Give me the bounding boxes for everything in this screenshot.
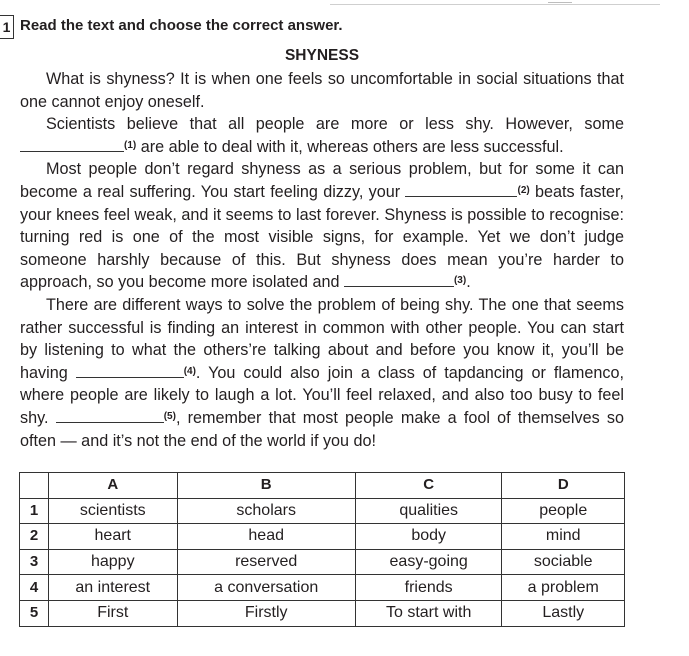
header-b: B — [177, 473, 355, 499]
gap-5-number: (5) — [163, 410, 176, 422]
row-number: 2 — [20, 524, 49, 550]
top-mark — [548, 2, 572, 3]
text-title: SHYNESS — [284, 47, 360, 64]
paragraph-2 — [20, 113, 624, 158]
option-cell[interactable]: scholars — [177, 498, 355, 524]
option-cell[interactable]: sociable — [502, 549, 625, 575]
option-cell[interactable]: qualities — [355, 498, 502, 524]
table-row — [20, 498, 625, 524]
gap-3-blank — [344, 286, 454, 287]
top-rule — [330, 4, 660, 5]
table-row — [20, 600, 625, 626]
table-row — [20, 575, 625, 601]
option-cell[interactable]: Lastly — [502, 600, 625, 626]
row-number: 3 — [20, 549, 49, 575]
gap-2-blank — [405, 196, 517, 197]
table-row — [20, 549, 625, 575]
option-cell[interactable]: mind — [502, 524, 625, 550]
option-cell[interactable]: scientists — [49, 498, 178, 524]
header-a: A — [49, 473, 178, 499]
option-cell[interactable]: head — [177, 524, 355, 550]
gap-1-number: (1) — [124, 139, 137, 151]
gap-4-number: (4) — [183, 365, 196, 377]
paragraph-2-text-b: are able to deal with it, whereas others are less successful. — [140, 137, 564, 156]
option-cell[interactable]: happy — [49, 549, 178, 575]
option-cell[interactable]: heart — [49, 524, 178, 550]
paragraph-3-text-b: beats faster, your knees feel weak, and it seems to last forever. Shyness is possible to recognise: turning red is one of the most visible signs, for example. Yet we don’t judge someone harshly because of this. But shyness does mean you’re harder to approach, so you become more isolated and — [20, 182, 625, 292]
table-row — [20, 524, 625, 550]
header-c: C — [355, 473, 502, 499]
header-d: D — [502, 473, 625, 499]
option-cell[interactable]: Firstly — [177, 600, 355, 626]
option-cell[interactable]: a conversation — [177, 575, 355, 601]
table-header-row — [20, 473, 625, 499]
option-cell[interactable]: To start with — [355, 600, 502, 626]
paragraph-4-text-a: There are different ways to solve the problem of being shy. The one that seems rather successful is finding an interest in common with other people. You can start by listening to what the others’re talking about and before you know it, you’ll be having — [20, 295, 624, 382]
row-number: 1 — [20, 498, 49, 524]
header-corner — [20, 473, 49, 499]
option-cell[interactable]: reserved — [177, 549, 355, 575]
option-cell[interactable]: friends — [355, 575, 502, 601]
gap-1-blank — [20, 151, 124, 152]
option-cell[interactable]: a problem — [502, 575, 625, 601]
paragraph-3-text-c: . — [466, 273, 471, 292]
gap-5-blank — [56, 422, 164, 423]
option-cell[interactable]: people — [502, 498, 625, 524]
option-cell[interactable]: easy-going — [355, 549, 502, 575]
task-instruction: Read the text and choose the correct answer. — [20, 17, 343, 34]
paragraph-3-text-a: Most people don’t regard shyness as a serious problem, but for some it can become a real suffering. You start feeling dizzy, your — [20, 160, 624, 201]
paragraph-4 — [20, 294, 624, 452]
row-number: 5 — [20, 600, 49, 626]
option-cell[interactable]: First — [49, 600, 178, 626]
row-number: 4 — [20, 575, 49, 601]
paragraph-1-text: What is shyness? It is when one feels so uncomfortable in social situations that one cannot enjoy oneself. — [20, 70, 624, 111]
answer-options-table — [19, 472, 625, 627]
gap-3-number: (3) — [453, 275, 467, 287]
gap-4-blank — [76, 377, 184, 378]
paragraph-4-text-b: . You could also join a class of tapdancing or flamenco, where people are likely to laugh a lot. You’ll feel relaxed, and also too busy to feel shy. — [20, 363, 625, 427]
gap-2-number: (2) — [517, 184, 530, 196]
option-cell[interactable]: body — [355, 524, 502, 550]
option-cell[interactable]: an interest — [49, 575, 178, 601]
paragraph-3 — [20, 158, 624, 294]
reading-text — [20, 68, 624, 452]
task-number: 1 — [0, 15, 14, 39]
paragraph-2-text-a: Scientists believe that all people are more or less shy. However, some — [46, 115, 624, 134]
paragraph-4-text-c: , remember that most people make a fool of themselves so often — and it’s not the end of the world if you do! — [20, 408, 624, 450]
paragraph-1 — [20, 68, 624, 113]
